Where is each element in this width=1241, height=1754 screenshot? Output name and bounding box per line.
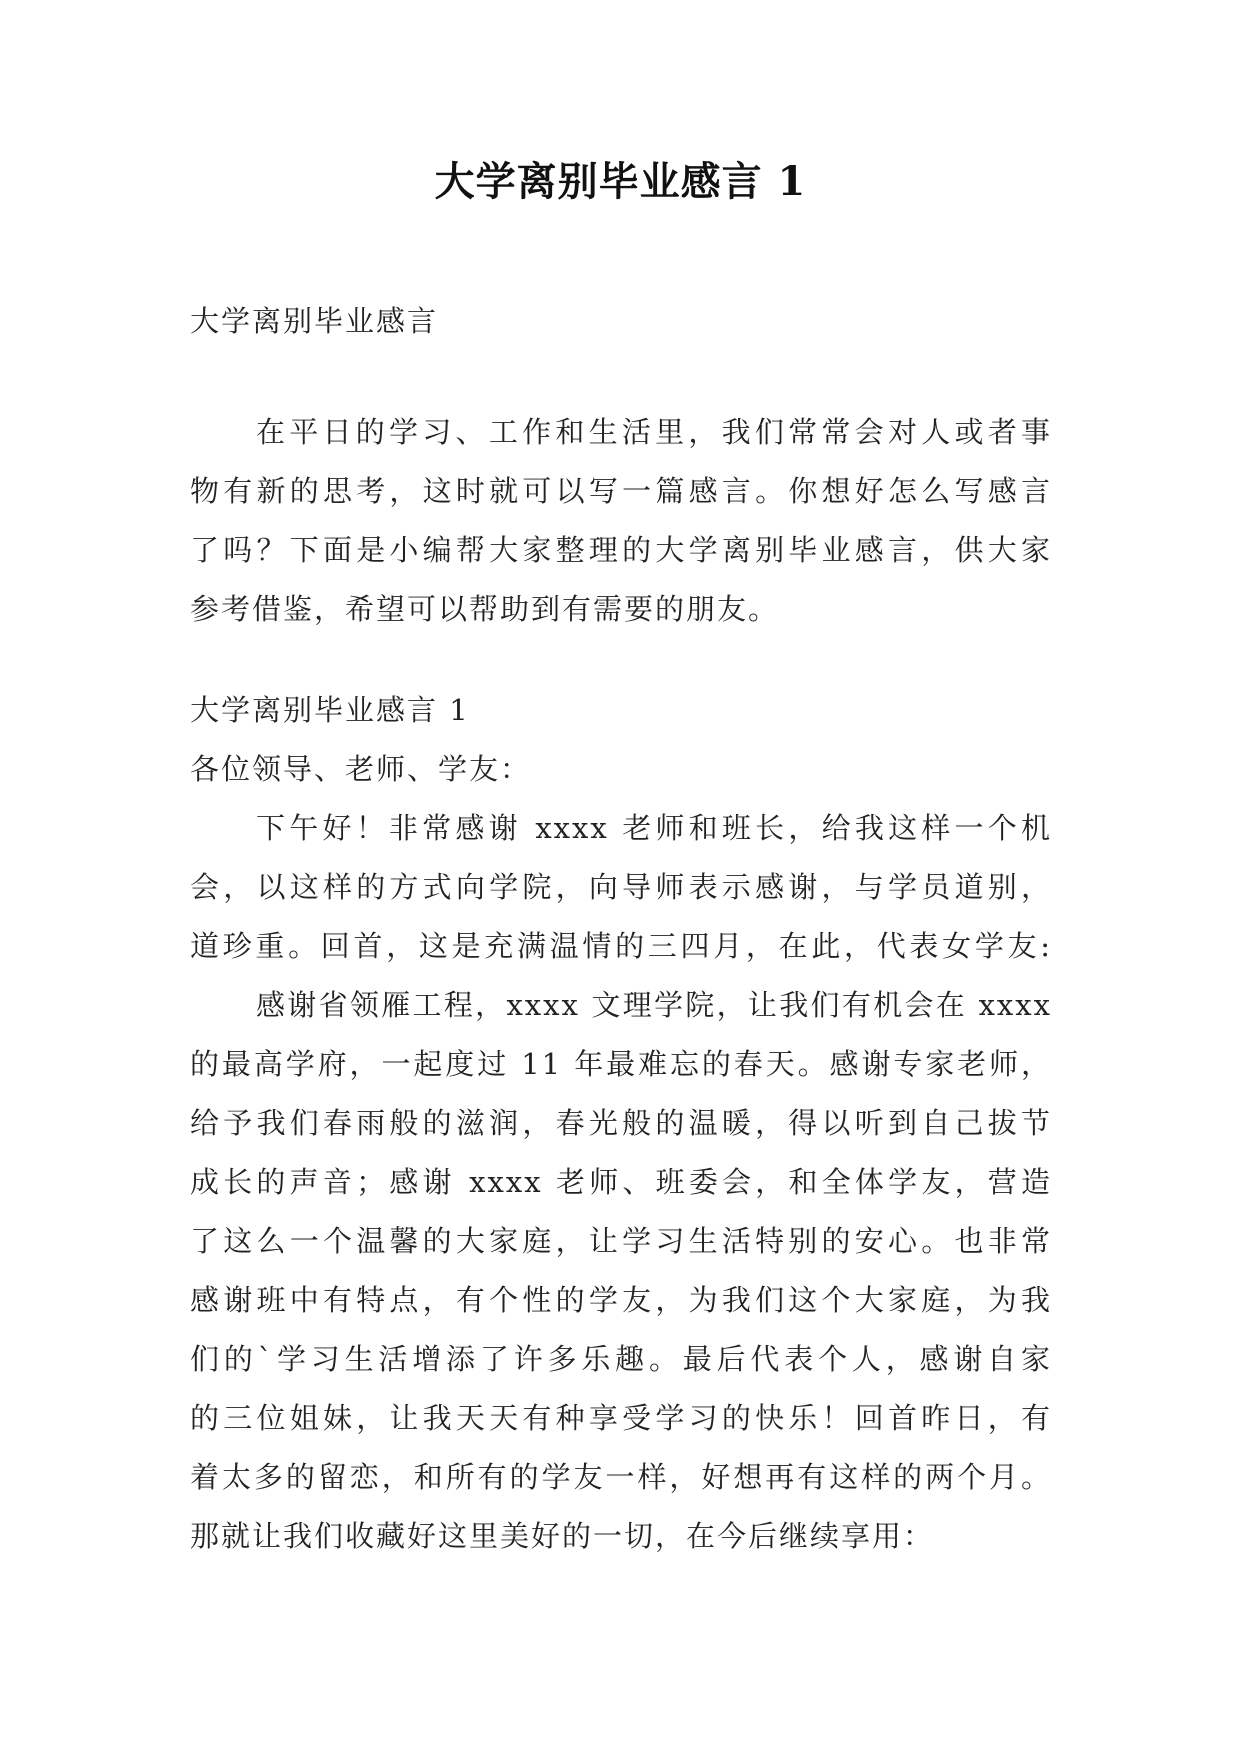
paragraph-line: 感谢省领雁工程，xxxx 文理学院，让我们有机会在 xxxx bbox=[256, 988, 1052, 1022]
paragraph-line: 下午好！非常感谢 xxxx 老师和班长，给我这样一个机 bbox=[256, 811, 1052, 845]
spacer bbox=[190, 351, 1052, 403]
intro-line: 参考借鉴，希望可以帮助到有需要的朋友。 bbox=[190, 592, 780, 626]
paragraph-line: 了这么一个温馨的大家庭，让学习生活特别的安心。也非常 bbox=[190, 1224, 1052, 1258]
paragraph-1 bbox=[190, 799, 1052, 976]
paragraph-line: 道珍重。回首，这是充满温情的三四月，在此，代表女学友: bbox=[190, 929, 1052, 963]
paragraph-line: 的三位姐妹，让我天天有种享受学习的快乐！回首昨日，有 bbox=[190, 1401, 1052, 1435]
greeting: 各位领导、老师、学友： bbox=[190, 752, 532, 786]
paragraph-line: 们的`学习生活增添了许多乐趣。最后代表个人，感谢自家 bbox=[190, 1342, 1052, 1376]
spacer bbox=[190, 639, 1052, 681]
intro-paragraph bbox=[190, 403, 1052, 639]
paragraph-line: 成长的声音；感谢 xxxx 老师、班委会，和全体学友，营造 bbox=[190, 1165, 1052, 1199]
paragraph-line: 会，以这样的方式向学院，向导师表示感谢，与学员道别， bbox=[190, 870, 1052, 904]
section-heading: 大学离别毕业感言 1 bbox=[190, 693, 470, 727]
paragraph-line: 那就让我们收藏好这里美好的一切，在今后继续享用： bbox=[190, 1519, 935, 1553]
paragraph-2 bbox=[190, 976, 1052, 1566]
paragraph-line: 给予我们春雨般的滋润，春光般的温暖，得以听到自己拔节 bbox=[190, 1106, 1052, 1140]
subtitle: 大学离别毕业感言 bbox=[190, 304, 439, 338]
intro-line: 了吗？下面是小编帮大家整理的大学离别毕业感言，供大家 bbox=[190, 533, 1052, 567]
paragraph-line: 着太多的留恋，和所有的学友一样，好想再有这样的两个月。 bbox=[190, 1460, 1052, 1494]
paragraph-line: 感谢班中有特点，有个性的学友，为我们这个大家庭，为我 bbox=[190, 1283, 1052, 1317]
paragraph-line: 的最高学府，一起度过 11 年最难忘的春天。感谢专家老师， bbox=[190, 1047, 1052, 1081]
intro-line: 物有新的思考，这时就可以写一篇感言。你想好怎么写感言 bbox=[190, 474, 1052, 508]
document-body bbox=[190, 292, 1052, 1566]
document-title: 大学离别毕业感言 1 bbox=[434, 158, 807, 205]
intro-line: 在平日的学习、工作和生活里，我们常常会对人或者事 bbox=[256, 415, 1052, 449]
